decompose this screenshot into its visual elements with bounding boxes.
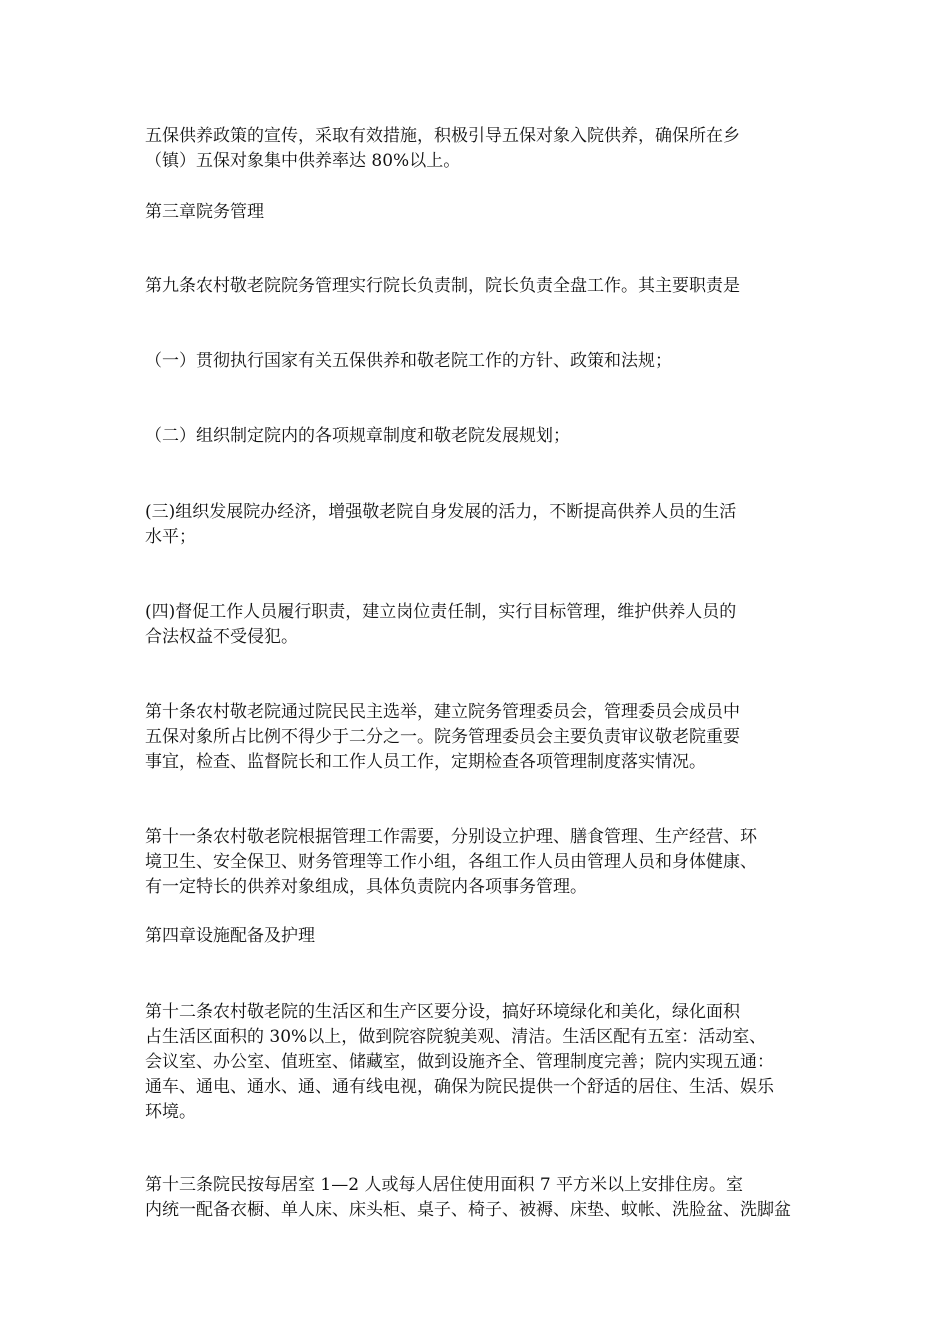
text-line: （二）组织制定院内的各项规章制度和敬老院发展规划； (145, 426, 570, 446)
text-line: 五保供养政策的宣传，采取有效措施，积极引导五保对象入院供养，确保所在乡 (145, 126, 740, 146)
text-line: 水平； (145, 527, 196, 547)
article-12 (145, 1000, 810, 1125)
duty-item-3 (145, 500, 810, 550)
text-line: 第十三条院民按每居室 1—2 人或每人居住使用面积 7 平方米以上安排住房。室 (145, 1175, 744, 1195)
text-line: （一）贯彻执行国家有关五保供养和敬老院工作的方针、政策和法规； (145, 351, 672, 371)
text-line: 事宜，检查、监督院长和工作人员工作，定期检查各项管理制度落实情况。 (145, 752, 706, 772)
text-line: 第十一条农村敬老院根据管理工作需要，分别设立护理、膳食管理、生产经营、环 (145, 827, 757, 847)
text-line: 境卫生、安全保卫、财务管理等工作小组，各组工作人员由管理人员和身体健康、 (145, 852, 757, 872)
text-line: 会议室、办公室、值班室、储藏室，做到设施齐全、管理制度完善；院内实现五通： (145, 1052, 774, 1072)
text-line: 五保对象所占比例不得少于二分之一。院务管理委员会主要负责审议敬老院重要 (145, 727, 740, 747)
duty-item-2 (145, 424, 810, 449)
text-line: 第三章院务管理 (145, 202, 264, 222)
text-line: 占生活区面积的 30%以上，做到院容院貌美观、清洁。生活区配有五室：活动室、 (145, 1027, 767, 1047)
text-line: 有一定特长的供养对象组成，具体负责院内各项事务管理。 (145, 877, 587, 897)
text-line: 第九条农村敬老院院务管理实行院长负责制，院长负责全盘工作。其主要职责是 (145, 276, 740, 296)
chapter-heading-4 (145, 924, 810, 949)
chapter-heading-3 (145, 200, 810, 225)
article-10 (145, 700, 810, 775)
article-9 (145, 274, 810, 299)
text-line: 内统一配备衣橱、单人床、床头柜、桌子、椅子、被褥、床垫、蚊帐、洗脸盆、洗脚盆 (145, 1200, 791, 1220)
duty-item-4 (145, 600, 810, 650)
text-line: (四)督促工作人员履行职责，建立岗位责任制，实行目标管理，维护供养人员的 (145, 602, 737, 622)
text-line: 环境。 (145, 1102, 196, 1122)
duty-item-1 (145, 349, 810, 374)
text-line: 通车、通电、通水、通、通有线电视，确保为院民提供一个舒适的居住、生活、娱乐 (145, 1077, 774, 1097)
article-13 (145, 1173, 810, 1223)
text-line: 合法权益不受侵犯。 (145, 627, 298, 647)
article-11 (145, 825, 810, 900)
text-line: (三)组织发展院办经济，增强敬老院自身发展的活力，不断提高供养人员的生活 (145, 502, 737, 522)
text-line: 第四章设施配备及护理 (145, 926, 315, 946)
text-line: 第十二条农村敬老院的生活区和生产区要分设，搞好环境绿化和美化，绿化面积 (145, 1002, 740, 1022)
paragraph-continuation (145, 124, 810, 174)
text-line: 第十条农村敬老院通过院民民主选举，建立院务管理委员会，管理委员会成员中 (145, 702, 740, 722)
text-line: （镇）五保对象集中供养率达 80%以上。 (145, 151, 461, 171)
